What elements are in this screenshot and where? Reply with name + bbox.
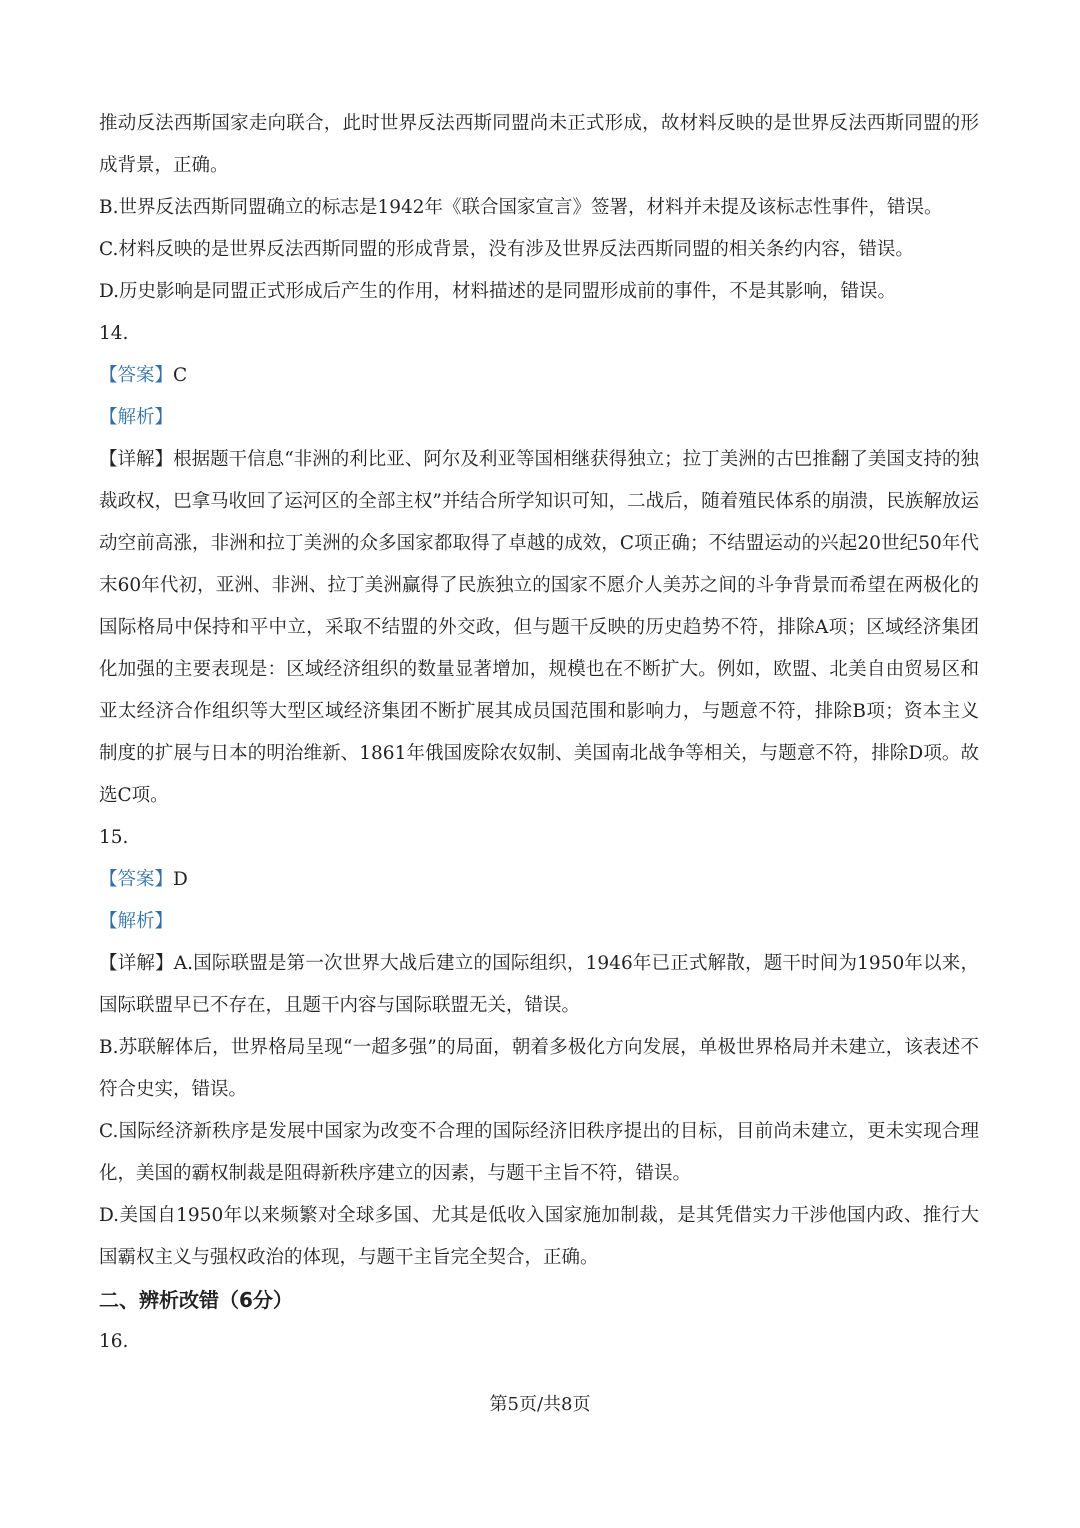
q15-analysis [99,901,979,943]
analysis-tag: 【解析】 [99,911,174,932]
q16-number: 16. [99,1331,129,1352]
q14-answer [99,355,979,397]
q13-option-b: B.世界反法西斯同盟确立的标志是1942年《联合国家宣言》签署，材料并未提及该标志性事件，错误。 [99,197,943,218]
q13-option-a-continuation: 推动反法西斯国家走向联合，此时世界反法西斯同盟尚未正式形成，故材料反映的是世界反法西斯同盟的形成背景，正确。 [99,113,979,176]
answer-tag: 【答案】 [99,365,174,386]
q14-number: 14. [99,323,129,344]
q13-option-d: D.历史影响是同盟正式形成后产生的作用，材料描述的是同盟形成前的事件，不是其影响，错误。 [99,281,897,302]
answer-value: C [173,365,188,386]
q14-detail [99,439,979,817]
detail-text: 根据题干信息“非洲的利比亚、阿尔及利亚等国相继获得独立；拉丁美洲的古巴推翻了美国支持的独裁政权，巴拿马收回了运河区的全部主权”并结合所学知识可知，二战后，随着殖民体系的崩溃，民族解放运动空前高涨，非洲和拉丁美洲的众多国家都取得了卓越的成效，C项正确；不结盟运动的兴起20世纪50年代末60年代初，亚洲、非洲、拉丁美洲赢得了民族独立的国家不愿介人美苏之间的斗争背景而希望在两极化的国际格局中保持和平中立，采取不结盟的外交政，但与题干反映的历史趋势不符，排除A项；区域经济集团化加强的主要表现是：区域经济组织的数量显著增加，规模也在不断扩大。例如，欧盟、北美自由贸易区和亚太经济合作组织等大型区域经济集团不断扩展其成员国范围和影响力，与题意不符，排除B项；资本主义制度的扩展与日本的明治维新、1861年俄国废除农奴制、美国南北战争等相关，与题意不符，排除D项。故选C项。 [99,449,979,806]
q15-option-b: B.苏联解体后，世界格局呈现“一超多强”的局面，朝着多极化方向发展，单极世界格局并未建立，该表述不符合史实，错误。 [99,1037,979,1100]
q15-number: 15. [99,827,129,848]
q15-option-c: C.国际经济新秩序是发展中国家为改变不合理的国际经济旧秩序提出的目标，目前尚未建立，更未实现合理化，美国的霸权制裁是阻碍新秩序建立的因素，与题干主旨不符，错误。 [99,1121,979,1184]
q15-option-a [99,943,979,1027]
answer-tag: 【答案】 [99,869,174,890]
detail-tag: 【详解】 [99,953,174,974]
detail-text: A.国际联盟是第一次世界大战后建立的国际组织，1946年已正式解散，题干时间为1950年以来，国际联盟早已不存在，且题干内容与国际联盟无关，错误。 [99,953,979,1016]
q13-option-c: C.材料反映的是世界反法西斯同盟的形成背景，没有涉及世界反法西斯同盟的相关条约内容，错误。 [99,239,914,260]
section-title: 二、辨析改错（6分） [99,1288,293,1312]
detail-tag: 【详解】 [99,449,174,470]
answer-value: D [173,869,188,890]
q15-option-d: D.美国自1950年以来频繁对全球多国、尤其是低收入国家施加制裁，是其凭借实力干涉他国内政、推行大国霸权主义与强权政治的体现，与题干主旨完全契合，正确。 [99,1205,979,1268]
document-body [99,103,979,1363]
page-footer: 第5页/共8页 [489,1394,591,1415]
q15-answer [99,859,979,901]
q14-analysis [99,397,979,439]
analysis-tag: 【解析】 [99,407,174,428]
